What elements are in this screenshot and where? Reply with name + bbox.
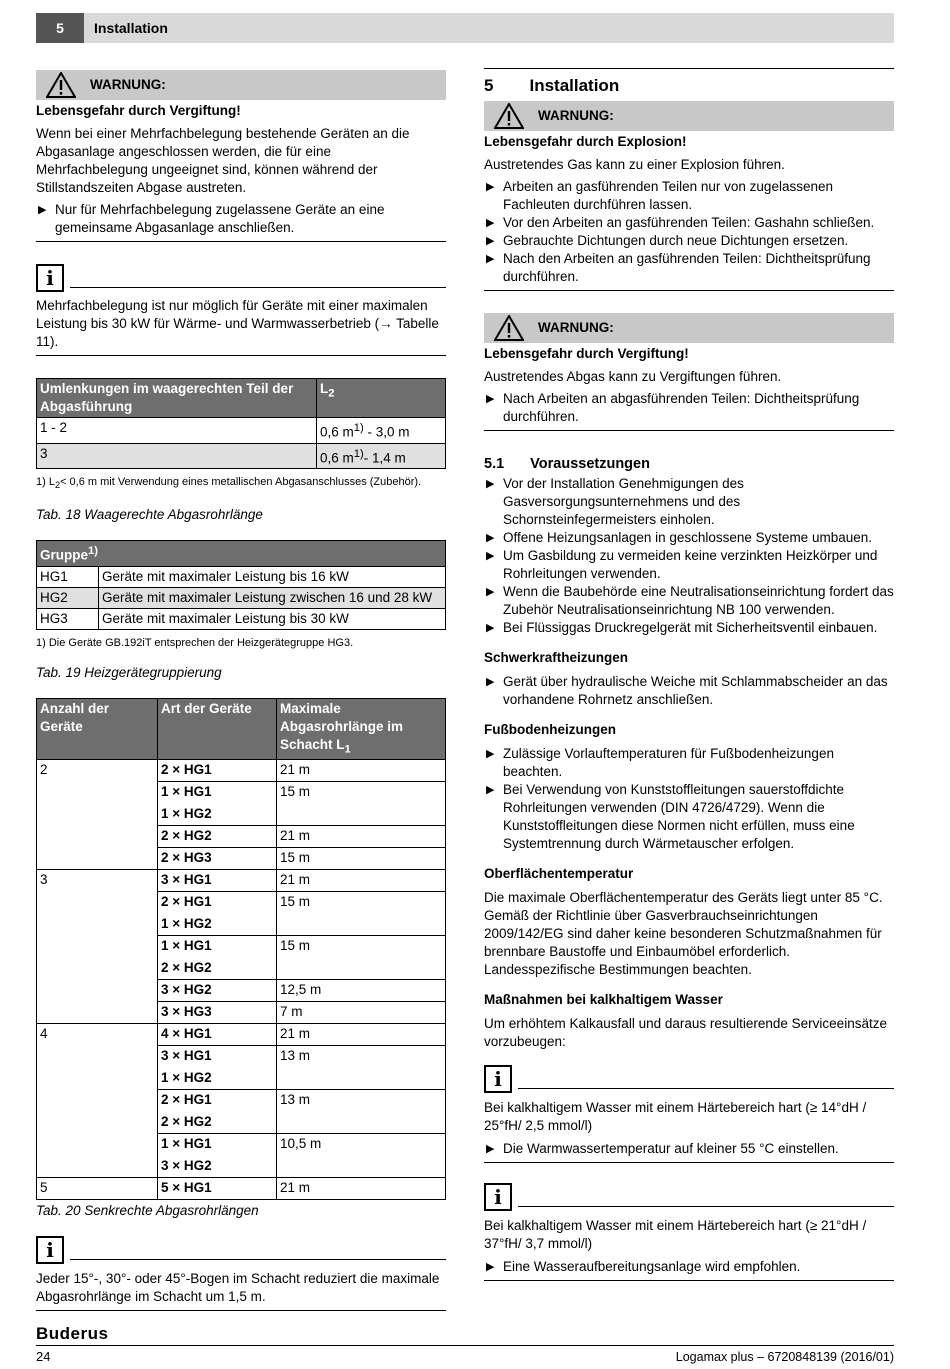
info-text: Bei kalkhaltigem Wasser mit einem Härtebereich hart (≥ 14°dH / 25°fH/ 2,5 mmol/l) [484, 1100, 867, 1133]
list-item: ▶ Vor den Arbeiten an gasführenden Teilen: Gashahn schließen. [486, 215, 875, 230]
divider [484, 1162, 894, 1163]
table-row: 1 - 2 0,6 $m^{1)} - 3,0$ m [37, 418, 446, 444]
warning-box-vergiftung [36, 70, 446, 100]
arrow-right-icon: ▶ [486, 676, 495, 688]
warning-label: WARNUNG: [538, 108, 614, 123]
body-text: Um erhöhtem Kalkausfall und daraus resultierende Serviceeinsätze vorzubeugen: [484, 1016, 887, 1049]
table-row: 3 × HG2 12,5 m [37, 980, 446, 1002]
info-icon: i [36, 1236, 64, 1264]
warning-title: Lebensgefahr durch Vergiftung! [36, 103, 241, 118]
list-item: ▶ Bei Verwendung von Kunststoffleitungen sauerstoffdichte Rohrleitungen verwenden (DIN 4726/4729). Wenn die Kunststoffleitungen diese Normen nicht erfüllen, muss eine Systemtrennung durch Wärmetauscher erfolgen. [486, 782, 855, 851]
body-text: Die maximale Oberflächentemperatur des Geräts liegt unter 85 °C. Gemäß der Richtlinie über Gasverbrauchseinrichtungen 2009/142/EG sind daher keine besonderen Schutzmaßnahmen für brennbare Baustoffe und Einbaumöbel erforderlich. Landesspezifische Bestimmungen beachten. [484, 890, 883, 977]
table-row: 2 × HG1 15 m [37, 892, 446, 914]
warning-text: Austretendes Gas kann zu einer Explosion führen. [484, 157, 785, 172]
brand-logo: Buderus [36, 1324, 109, 1343]
document-id: Logamax plus – 6720848139 (2016/01) [675, 1350, 894, 1364]
info-box-header [36, 264, 446, 292]
list-item: ▶ Zulässige Vorlauftemperaturen für Fußbodenheizungen beachten. [486, 746, 834, 779]
table-row: 4 4 × HG1 21 m [37, 1024, 446, 1046]
table-header: Gruppe$^{1)}$ [37, 541, 446, 567]
warning-text: Wenn bei einer Mehrfachbelegung bestehende Geräten an die Abgasanlage angeschlossen werden, die für eine Mehrfachbelegung ungeeignet sind, können während der Stillstandszeiten Abgase austreten. [36, 126, 410, 195]
heading-kalk: Maßnahmen bei kalkhaltigem Wasser [484, 992, 723, 1007]
table-row: 3 × HG2 [37, 1156, 446, 1178]
divider [36, 355, 446, 356]
table-row: 2 × HG1 13 m [37, 1090, 446, 1112]
arrow-right-icon: ▶ [486, 1143, 495, 1155]
table-footnote: 1) Die Geräte GB.192iT entsprechen der Heizgerätegruppe HG3. [36, 636, 354, 649]
table-row: 1 × HG2 [37, 1068, 446, 1090]
list-item: ▶ Vor der Installation Genehmigungen des Gasversorgungsunternehmens und des Schornsteinfegermeisters einholen. [486, 476, 744, 527]
arrow-right-icon: ▶ [486, 181, 495, 193]
section-heading: 5 Installation [484, 76, 620, 95]
arrow-right-icon: ▶ [486, 622, 495, 634]
warning-title: Lebensgefahr durch Vergiftung! [484, 346, 689, 361]
right-column [484, 68, 894, 1281]
table-row: 5 5 × HG1 21 m [37, 1178, 446, 1200]
table-row: 3 0,6 $m^{1)}-$ 1,4 m [37, 443, 446, 469]
arrow-right-icon: ▶ [486, 586, 495, 598]
info-text: Bei kalkhaltigem Wasser mit einem Härtebereich hart (≥ 21°dH / 37°fH/ 3,7 mmol/l) [484, 1218, 867, 1251]
table-caption: Tab. 19 Heizgerätegruppierung [36, 664, 222, 680]
table-row: 2 × HG3 15 m [37, 848, 446, 870]
arrow-right-icon: ▶ [486, 1261, 495, 1273]
table-19 [36, 540, 446, 630]
arrow-right-icon: ▶ [38, 204, 47, 216]
heading-fussboden: Fußbodenheizungen [484, 722, 616, 737]
list-item: ▶ Bei Flüssiggas Druckregelgerät mit Sicherheitsventil einbauen. [486, 620, 878, 635]
arrow-right-icon: ▶ [486, 748, 495, 760]
table-row: 1 × HG1 15 m [37, 782, 446, 804]
table-row: 2 × HG2 21 m [37, 826, 446, 848]
chapter-title: Installation [94, 20, 168, 36]
table-row: 1 × HG1 15 m [37, 936, 446, 958]
table-row: 3 × HG1 13 m [37, 1046, 446, 1068]
warning-title: Lebensgefahr durch Explosion! [484, 134, 687, 149]
table-footnote: 1) $L_2< 0,6$ m mit Verwendung eines metallischen Abgasanschlusses (Zubehör). [36, 476, 422, 491]
warning-triangle-icon [494, 103, 524, 129]
arrow-right-icon: ▶ [486, 532, 495, 544]
page-number: 24 [36, 1349, 51, 1364]
list-item: ▶ Nur für Mehrfachbelegung zugelassene Geräte an eine gemeinsame Abgasanlage anschließen. [38, 202, 385, 235]
arrow-right-icon: ▶ [486, 478, 495, 490]
left-column [36, 70, 446, 1311]
list-item: ▶ Eine Wasseraufbereitungsanlage wird empfohlen. [486, 1259, 801, 1274]
warning-label: WARNUNG: [90, 77, 166, 92]
info-icon: i [484, 1183, 512, 1211]
table-row: 2 2 × HG1 21 m [37, 760, 446, 782]
warning-text: Austretendes Abgas kann zu Vergiftungen führen. [484, 369, 782, 384]
info-box-header [36, 1236, 446, 1264]
table-header: Umlenkungen im waagerechten Teil der Abgasführung [37, 379, 317, 418]
table-row: HG1 Geräte mit maximaler Leistung bis 16 kW [37, 566, 446, 587]
divider [484, 1280, 894, 1281]
warning-box-explosion [484, 101, 894, 131]
info-text: Jeder 15°-, 30°- oder 45°-Bogen im Schacht reduziert die maximale Abgasrohrlänge im Schacht um 1,5 m. [36, 1271, 440, 1305]
list-item: ▶ Nach Arbeiten an abgasführenden Teilen: Dichtheitsprüfung durchführen. [486, 391, 860, 424]
table-header: Maximale Abgasrohrlänge im Schacht $L_1$ [277, 698, 446, 760]
footer-divider [36, 1345, 894, 1346]
warning-triangle-icon [494, 315, 524, 341]
arrow-right-icon: ▶ [486, 253, 495, 265]
divider [484, 430, 894, 431]
heading-schwerkraft: Schwerkraftheizungen [484, 650, 629, 665]
heading-oberflaeche: Oberflächentemperatur [484, 866, 634, 881]
list-item: ▶ Offene Heizungsanlagen in geschlossene Systeme umbauen. [486, 530, 872, 545]
arrow-right-icon: ▶ [486, 393, 495, 405]
list-item: ▶ Nach den Arbeiten an gasführenden Teilen: Dichtheitsprüfung durchführen. [486, 251, 871, 284]
table-row: HG2 Geräte mit maximaler Leistung zwischen 16 und 28 kW [37, 587, 446, 608]
list-item: ▶ Arbeiten an gasführenden Teilen nur von zugelassenen Fachleuten durchführen lassen. [486, 179, 833, 212]
list-item: ▶ Gerät über hydraulische Weiche mit Schlammabscheider an das vorhandene Rohrnetz anschließen. [486, 674, 888, 707]
list-item: ▶ Die Warmwassertemperatur auf kleiner 55 °C einstellen. [486, 1141, 839, 1156]
list-item: ▶ Um Gasbildung zu vermeiden keine verzinkten Heizkörper und Rohrleitungen verwenden. [486, 548, 878, 581]
table-row: 1 × HG2 [37, 914, 446, 936]
subsection-heading: 5.1 Voraussetzungen [484, 456, 650, 472]
table-row: 1 × HG1 10,5 m [37, 1134, 446, 1156]
arrow-right-icon: ▶ [486, 235, 495, 247]
table-header: Anzahl der Geräte [37, 698, 158, 760]
table-header: Art der Geräte [158, 698, 277, 760]
arrow-right-icon: ▶ [486, 784, 495, 796]
arrow-right-icon: ▶ [486, 217, 495, 229]
info-icon: i [36, 264, 64, 292]
table-row: 1 × HG2 [37, 804, 446, 826]
divider [484, 68, 894, 69]
table-row: 3 3 × HG1 21 m [37, 870, 446, 892]
info-icon: i [484, 1065, 512, 1093]
table-row: 3 × HG3 7 m [37, 1002, 446, 1024]
warning-label: WARNUNG: [538, 320, 614, 335]
arrow-right-icon: ▶ [486, 550, 495, 562]
info-box-header [484, 1183, 894, 1211]
info-box-header [484, 1065, 894, 1093]
chapter-number: 5 [36, 13, 84, 43]
table-row: HG3 Geräte mit maximaler Leistung bis 30 kW [37, 608, 446, 629]
divider [36, 1310, 446, 1311]
table-row: 2 × HG2 [37, 958, 446, 980]
warning-list [484, 178, 894, 286]
requirements-list [484, 475, 894, 637]
table-header: $L_2$ [317, 379, 446, 418]
table-18 [36, 378, 446, 469]
divider [36, 241, 446, 242]
table-20 [36, 698, 446, 1201]
divider [484, 290, 894, 291]
fussboden-list [484, 745, 894, 853]
warning-box-vergiftung-abgas [484, 313, 894, 343]
table-caption: Tab. 20 Senkrechte Abgasrohrlängen [36, 1203, 259, 1219]
list-item: ▶ Wenn die Baubehörde eine Neutralisationseinrichtung fordert das Zubehör Neutralisationseinrichtung NB 100 verwenden. [486, 584, 894, 617]
warning-triangle-icon [46, 72, 76, 98]
table-row: 2 × HG2 [37, 1112, 446, 1134]
table-caption: Tab. 18 Waagerechte Abgasrohrlänge [36, 507, 263, 523]
info-text: Mehrfachbelegung ist nur möglich für Geräte mit einer maximalen Leistung bis 30 kW für Wärme- und Warmwasserbetrieb (→ Tabelle 11). [36, 298, 439, 349]
list-item: ▶ Gebrauchte Dichtungen durch neue Dichtungen ersetzen. [486, 233, 849, 248]
